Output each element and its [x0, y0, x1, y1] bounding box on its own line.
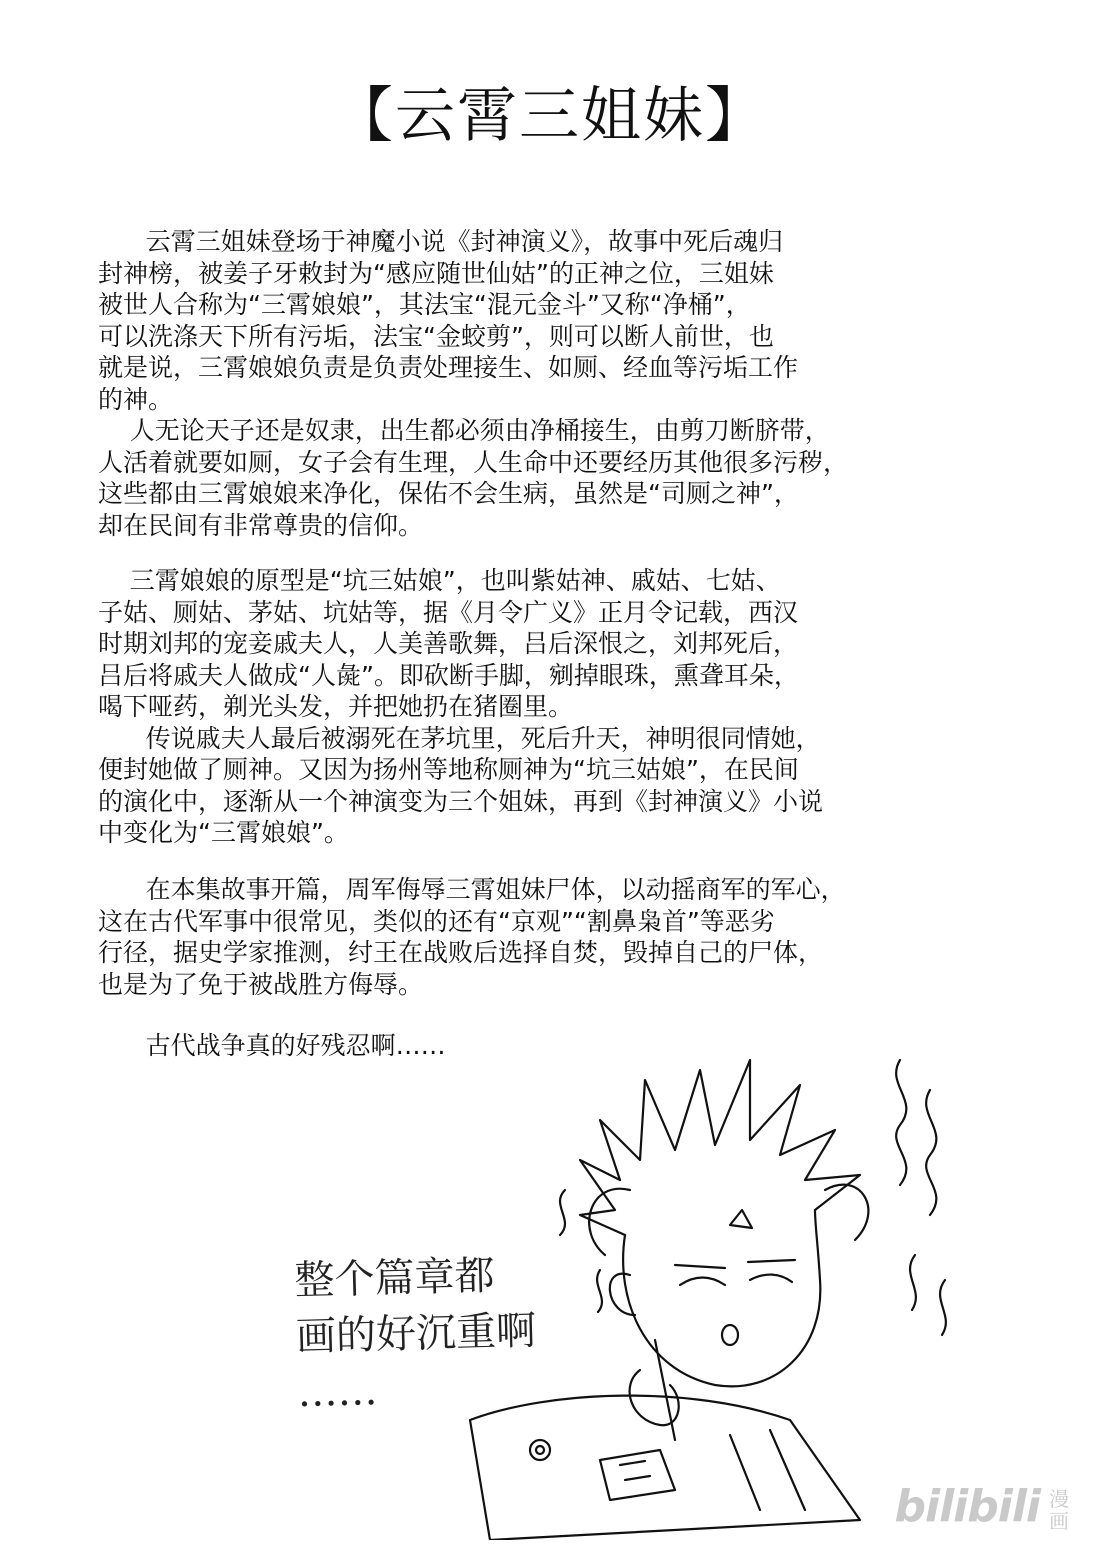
watermark-sub: 漫画 — [1049, 1487, 1069, 1533]
page-title: 【云霄三姐妹】 — [333, 81, 767, 151]
text-line: 三霄娘娘的原型是“坑三姑娘”，也叫紫姑神、戚姑、七姑、 — [98, 566, 781, 595]
handwritten-note — [294, 1247, 538, 1421]
paragraph-block-1 — [98, 226, 888, 541]
bilibili-logo: bilibili — [894, 1481, 1040, 1532]
paragraph-block-3 — [98, 874, 888, 1000]
text-line: 也是为了免于被战胜方侮辱。 — [98, 969, 424, 999]
paragraph-block-2 — [98, 565, 888, 849]
handwritten-line: 画的好沉重啊 — [295, 1307, 537, 1361]
text-line: 在本集故事开篇，周军侮辱三霄姐妹尸体，以动摇商军的军心， — [98, 875, 846, 904]
text-line: 中变化为“三霄娘娘”。 — [98, 818, 349, 847]
text-line: 这些都由三霄娘娘来净化，保佑不会生病，虽然是“司厕之神”， — [98, 479, 799, 508]
text-line: 人无论天子还是奴隶，出生都必须由净桶接生，由剪刀断脐带， — [98, 416, 830, 445]
text-line: 被世人合称为“三霄娘娘”，其法宝“混元金斗”又称“净桶”， — [98, 290, 751, 319]
text-line: 古代战争真的好残忍啊…… — [98, 1031, 446, 1060]
watermark — [895, 1481, 1070, 1532]
text-line: 行径，据史学家推测，纣王在战败后选择自焚，毁掉自己的尸体， — [98, 938, 824, 967]
text-line: 封神榜，被姜子牙敕封为“感应随世仙姑”的正神之位，三姐妹 — [98, 258, 774, 288]
handwritten-line: …… — [296, 1368, 379, 1417]
text-line: 这在古代军事中很常见，类似的还有“京观”“割鼻枭首”等恶劣 — [98, 906, 775, 936]
text-line: 子姑、厕姑、茅姑、坑姑等，据《月令广义》正月令记载，西汉 — [98, 597, 799, 627]
text-line: 人活着就要如厕，女子会有生理，人生命中还要经历其他很多污秽， — [98, 447, 849, 477]
text-line: 的演化中，逐渐从一个神演变为三个姐妹，再到《封神演义》小说 — [98, 786, 824, 816]
text-line: 的神。 — [98, 384, 174, 414]
handwritten-line: 整个篇章都 — [293, 1252, 496, 1305]
text-line: 云霄三姐妹登场于神魔小说《封神演义》，故事中死后魂归 — [98, 227, 784, 256]
text-line: 就是说，三霄娘娘负责是负责处理接生、如厕、经血等污垢工作 — [98, 353, 799, 382]
text-line: 喝下哑药，剃光头发，并把她扔在猪圈里。 — [98, 692, 574, 721]
text-line: 可以洗涤天下所有污垢，法宝“金蛟剪”，则可以断人前世，也 — [98, 321, 774, 351]
text-line: 吕后将戚夫人做成“人彘”。即砍断手脚，剜掉眼珠，熏聋耳朵， — [98, 660, 799, 690]
text-line: 便封她做了厕神。又因为扬州等地称厕神为“坑三姑娘”，在民间 — [98, 755, 799, 784]
text-line: 传说戚夫人最后被溺死在茅坑里，死后升天，神明很同情她， — [98, 723, 821, 753]
text-line: 却在民间有非常尊贵的信仰。 — [98, 510, 424, 540]
text-line: 时期刘邦的宠妾戚夫人，人美善歌舞，吕后深恨之，刘邦死后， — [98, 629, 799, 658]
